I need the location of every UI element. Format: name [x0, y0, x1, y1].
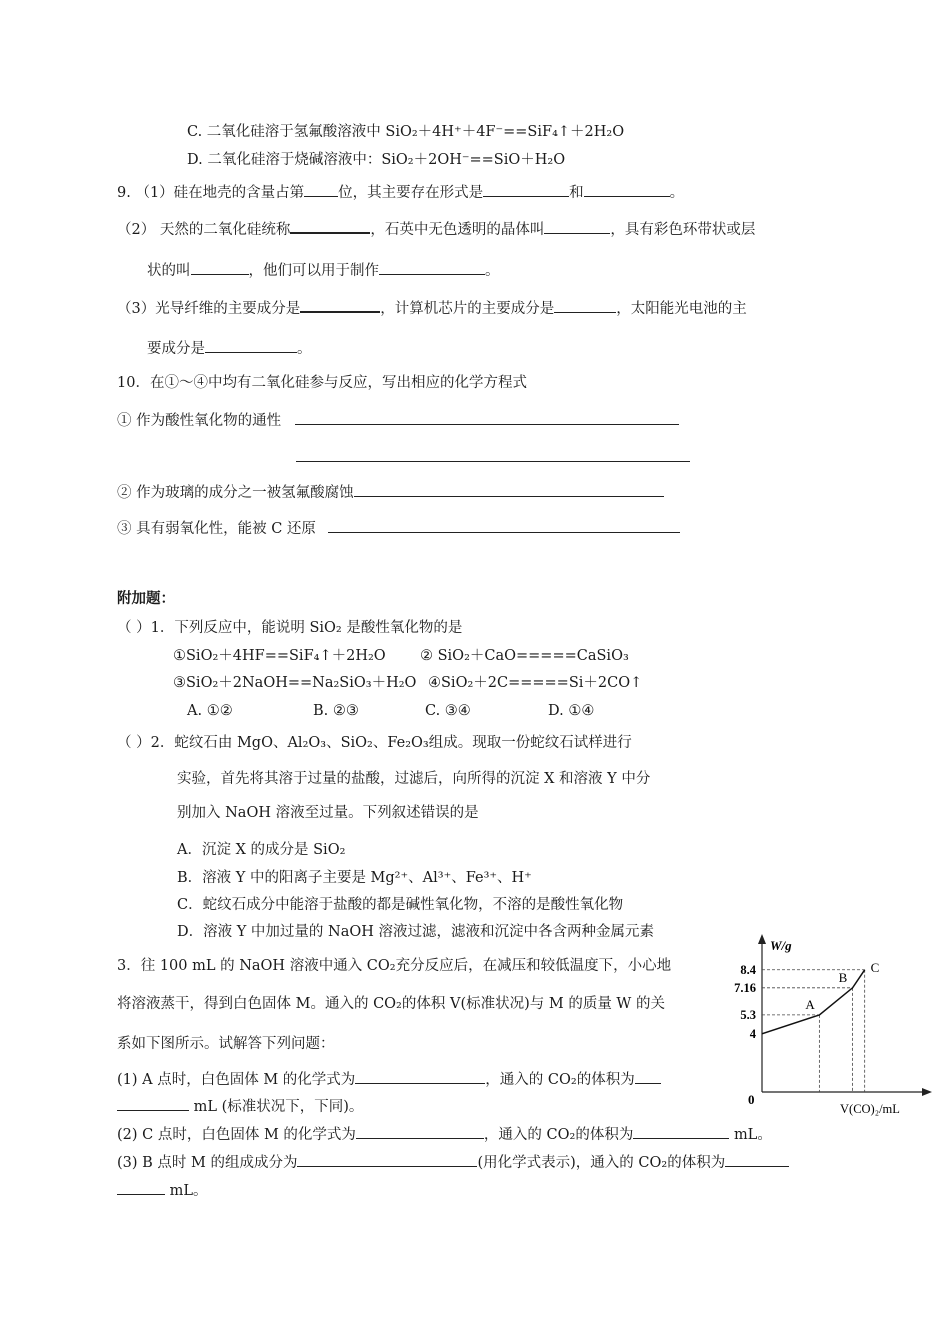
bonus-q1-reaction-1: ①SiO₂＋4HF==SiF₄↑＋2H₂O: [173, 648, 386, 664]
bonus-q1-reaction-4: ④SiO₂＋2C=====Si＋2CO↑: [428, 675, 643, 691]
q10-item-2: ② 作为玻璃的成分之一被氢氟酸腐蚀: [117, 482, 664, 503]
q9-part2: （2） 天然的二氧化硅统称 ，石英中无色透明的晶体叫 ，具有彩色环带状或层: [117, 218, 755, 240]
y-tick-label: 5.3: [740, 1007, 756, 1022]
bonus-q1-reaction-2: ② SiO₂＋CaO=====CaSiO₃: [420, 648, 629, 664]
q8-option-d: D. 二氧化硅溶于烧碱溶液中：SiO₂＋2OH⁻==SiO＋H₂O: [187, 152, 566, 168]
q9-part2-cont: 状的叫 ，他们可以用于制作 。: [147, 260, 500, 281]
bonus-q1-option-a: A. ①②: [187, 703, 233, 719]
x-axis-label: V(CO)₂/mL: [840, 1102, 900, 1116]
bonus-q2-option-c: C．蛇纹石成分中能溶于盐酸的都是碱性氧化物，不溶的是酸性氧化物: [177, 897, 624, 913]
bonus-heading: 附加题：: [117, 590, 175, 607]
y-tick-label: 8.4: [740, 962, 756, 977]
bonus-q3-part-3: (3) B 点时 M 的组成成分为 (用化学式表示)，通入的 CO₂的体积为: [117, 1152, 789, 1173]
bonus-q2-stem-3: 别加入 NaOH 溶液至过量。下列叙述错误的是: [177, 805, 479, 821]
y-axis-arrow: [758, 934, 766, 944]
bonus-q2-option-a: A．沉淀 X 的成分是 SiO₂: [177, 842, 346, 858]
q10-item-1: ① 作为酸性氧化物的通性: [117, 410, 679, 431]
q10-stem: 10．在①～④中均有二氧化硅参与反应，写出相应的化学方程式: [117, 375, 527, 391]
bonus-q2-option-b: B．溶液 Y 中的阳离子主要是 Mg²⁺、Al³⁺、Fe³⁺、H⁺: [177, 870, 532, 886]
q9-part3-cont: 要成分是 。: [147, 338, 312, 359]
bonus-q1-option-c: C. ③④: [425, 703, 471, 719]
bonus-q1-option-b: B. ②③: [313, 703, 359, 719]
q9-part3: （3）光导纤维的主要成分是 ，计算机芯片的主要成分是 ，太阳能光电池的主: [117, 297, 747, 319]
origin-label: 0: [748, 1092, 755, 1107]
bonus-q3-stem-1: 3．往 100 mL 的 NaOH 溶液中通入 CO₂充分反应后，在减压和较低温度下，小心地: [117, 958, 672, 974]
y-tick-label: 4: [749, 1026, 756, 1041]
point-label-c: C: [870, 959, 880, 975]
q8-option-c: C. 二氧化硅溶于氢氟酸溶液中 SiO₂＋4H⁺＋4F⁻==SiF₄↑＋2H₂O: [187, 124, 625, 140]
x-axis-arrow: [922, 1088, 932, 1096]
bonus-q3-part-1-cont: mL (标准状况下，下同)。: [117, 1096, 363, 1117]
bonus-q3-stem-2: 将溶液蒸干，得到白色固体 M。通入的 CO₂的体积 V(标准状况)与 M 的质量 W 的关: [117, 996, 665, 1012]
bonus-q1-stem: （ ）1．下列反应中，能说明 SiO₂ 是酸性氧化物的是: [117, 620, 463, 636]
y-axis-label: W/g: [770, 938, 792, 953]
q10-item-1-line2: [296, 447, 690, 468]
point-label-a: A: [805, 996, 815, 1012]
y-tick-label: 7.16: [734, 980, 756, 995]
bonus-q2-option-d: D．溶液 Y 中加过量的 NaOH 溶液过滤，滤液和沉淀中各含两种金属元素: [177, 924, 654, 940]
bonus-q3-stem-3: 系如下图所示。试解答下列问题：: [117, 1036, 335, 1052]
bonus-q3-part-3-cont: mL。: [117, 1180, 208, 1201]
q10-item-3: ③ 具有弱氧化性，能被 C 还原: [117, 518, 680, 539]
bonus-q2-stem-2: 实验，首先将其溶于过量的盐酸，过滤后，向所得的沉淀 X 和溶液 Y 中分: [177, 771, 651, 787]
bonus-q3-part-1: (1) A 点时，白色固体 M 的化学式为 ，通入的 CO₂的体积为: [117, 1069, 661, 1090]
point-label-b: B: [838, 969, 848, 985]
bonus-q2-stem-1: （ ）2．蛇纹石由 MgO、Al₂O₃、SiO₂、Fe₂O₃组成。现取一份蛇纹石试样进行: [117, 735, 632, 751]
mass-volume-graph: [712, 928, 940, 1118]
bonus-q1-option-d: D. ①④: [548, 703, 595, 719]
q9-part1: 9. （1）硅在地壳的含量占第 位，其主要存在形式是 和 。: [117, 182, 684, 203]
bonus-q1-reaction-3: ③SiO₂＋2NaOH==Na₂SiO₃＋H₂O: [173, 675, 417, 691]
bonus-q3-part-2: (2) C 点时，白色固体 M 的化学式为 ，通入的 CO₂的体积为 mL。: [117, 1124, 772, 1145]
